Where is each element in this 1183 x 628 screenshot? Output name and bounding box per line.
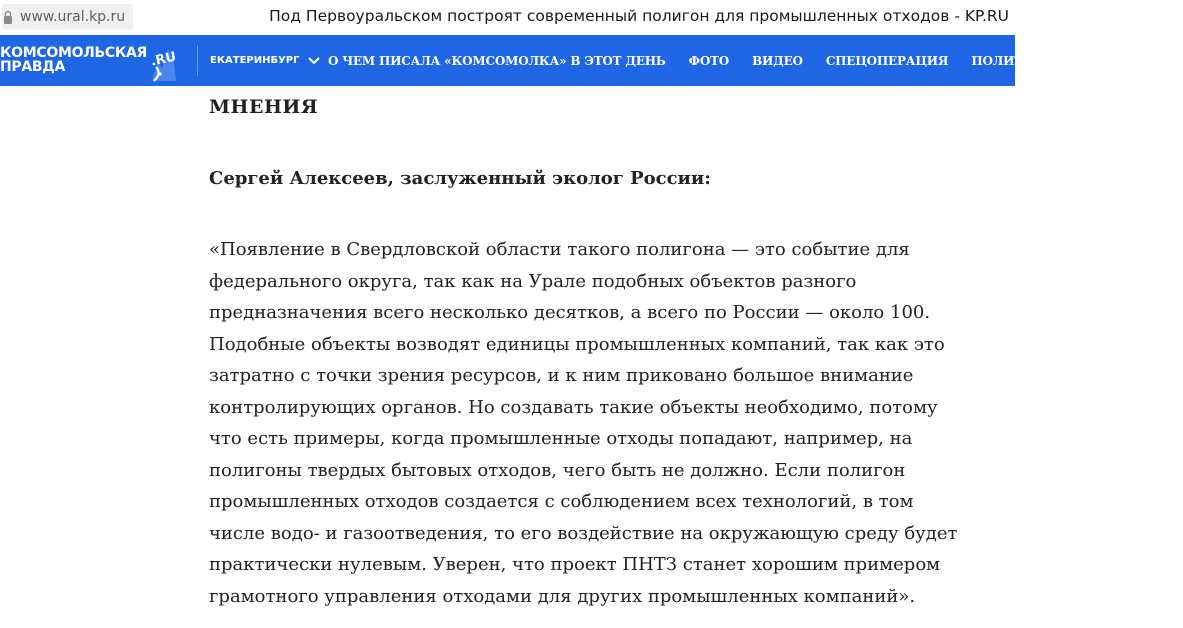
quote-paragraph bbox=[209, 234, 969, 612]
main-nav bbox=[328, 35, 1183, 86]
speaker-name: Сергей Алексеев, заслуженный эколог России: bbox=[209, 168, 711, 189]
nav-item-photo[interactable]: ФОТО bbox=[688, 53, 730, 68]
nav-item-on-this-day[interactable]: О ЧЕМ ПИСАЛА «КОМСОМОЛКА» В ЭТОТ ДЕНЬ bbox=[328, 53, 666, 68]
nav-item-politics[interactable]: ПОЛИТИКА bbox=[971, 53, 1055, 68]
quote-line: практически нулевым. Уверен, что проект ПНТЗ станет хорошим примером bbox=[209, 554, 941, 575]
quote-line: промышленных отходов создается с соблюдением всех технологий, в том bbox=[209, 491, 914, 512]
quote-line: полигоны твердых бытовых отходов, чего быть не должно. Если полигон bbox=[209, 459, 906, 481]
quote-line: что есть примеры, когда промышленные отходы попадают, например, на bbox=[209, 428, 913, 449]
logo-line-2: ПРАВДА bbox=[0, 59, 65, 75]
quote-line: контролирующих органов. Но создавать такие объекты необходимо, потому bbox=[209, 396, 938, 418]
city-label: ЕКАТЕРИНБУРГ bbox=[210, 55, 300, 66]
lock-icon[interactable] bbox=[4, 10, 12, 24]
quote-line: предназначения всего несколько десятков, а всего по России — около 100. bbox=[209, 302, 931, 323]
section-heading: МНЕНИЯ bbox=[209, 96, 319, 118]
quote-line: федерального округа, так как на Урале подобных объектов разного bbox=[209, 270, 857, 292]
address-bar[interactable] bbox=[2, 4, 133, 30]
quote-line: Подобные объекты возводят единицы промышленных компаний, так как это bbox=[209, 333, 945, 355]
logo-ru-badge[interactable] bbox=[146, 41, 182, 83]
chevron-down-icon[interactable] bbox=[308, 57, 320, 65]
page-title: Под Первоуральском построят современный полигон для промышленных отходов - KP.RU bbox=[269, 7, 1009, 25]
header-divider bbox=[197, 45, 198, 76]
logo-badge-text: .RU bbox=[149, 49, 178, 70]
nav-item-special-operation[interactable]: СПЕЦОПЕРАЦИЯ bbox=[825, 53, 949, 68]
site-header bbox=[0, 35, 1161, 86]
quote-line: «Появление в Свердловской области такого полигона — это событие для bbox=[209, 239, 910, 260]
nav-item-video[interactable]: ВИДЕО bbox=[752, 53, 803, 68]
quote-line: числе водо- и газоотведения, то его воздействие на окружающую среду будет bbox=[209, 522, 958, 544]
site-logo[interactable] bbox=[0, 45, 148, 75]
address-url[interactable]: www.ural.kp.ru bbox=[20, 9, 126, 25]
browser-bar bbox=[0, 0, 1015, 35]
city-selector[interactable] bbox=[210, 35, 320, 86]
nav-item-society[interactable]: ОБЩЕСТВО bbox=[1077, 53, 1161, 68]
logo-line-1: КОМСОМОЛЬСКАЯ bbox=[0, 45, 148, 61]
quote-line: грамотного управления отходами для других промышленных компаний». bbox=[209, 585, 916, 607]
quote-line: затратно с точки зрения ресурсов, и к ним приковано большое внимание bbox=[209, 365, 914, 386]
